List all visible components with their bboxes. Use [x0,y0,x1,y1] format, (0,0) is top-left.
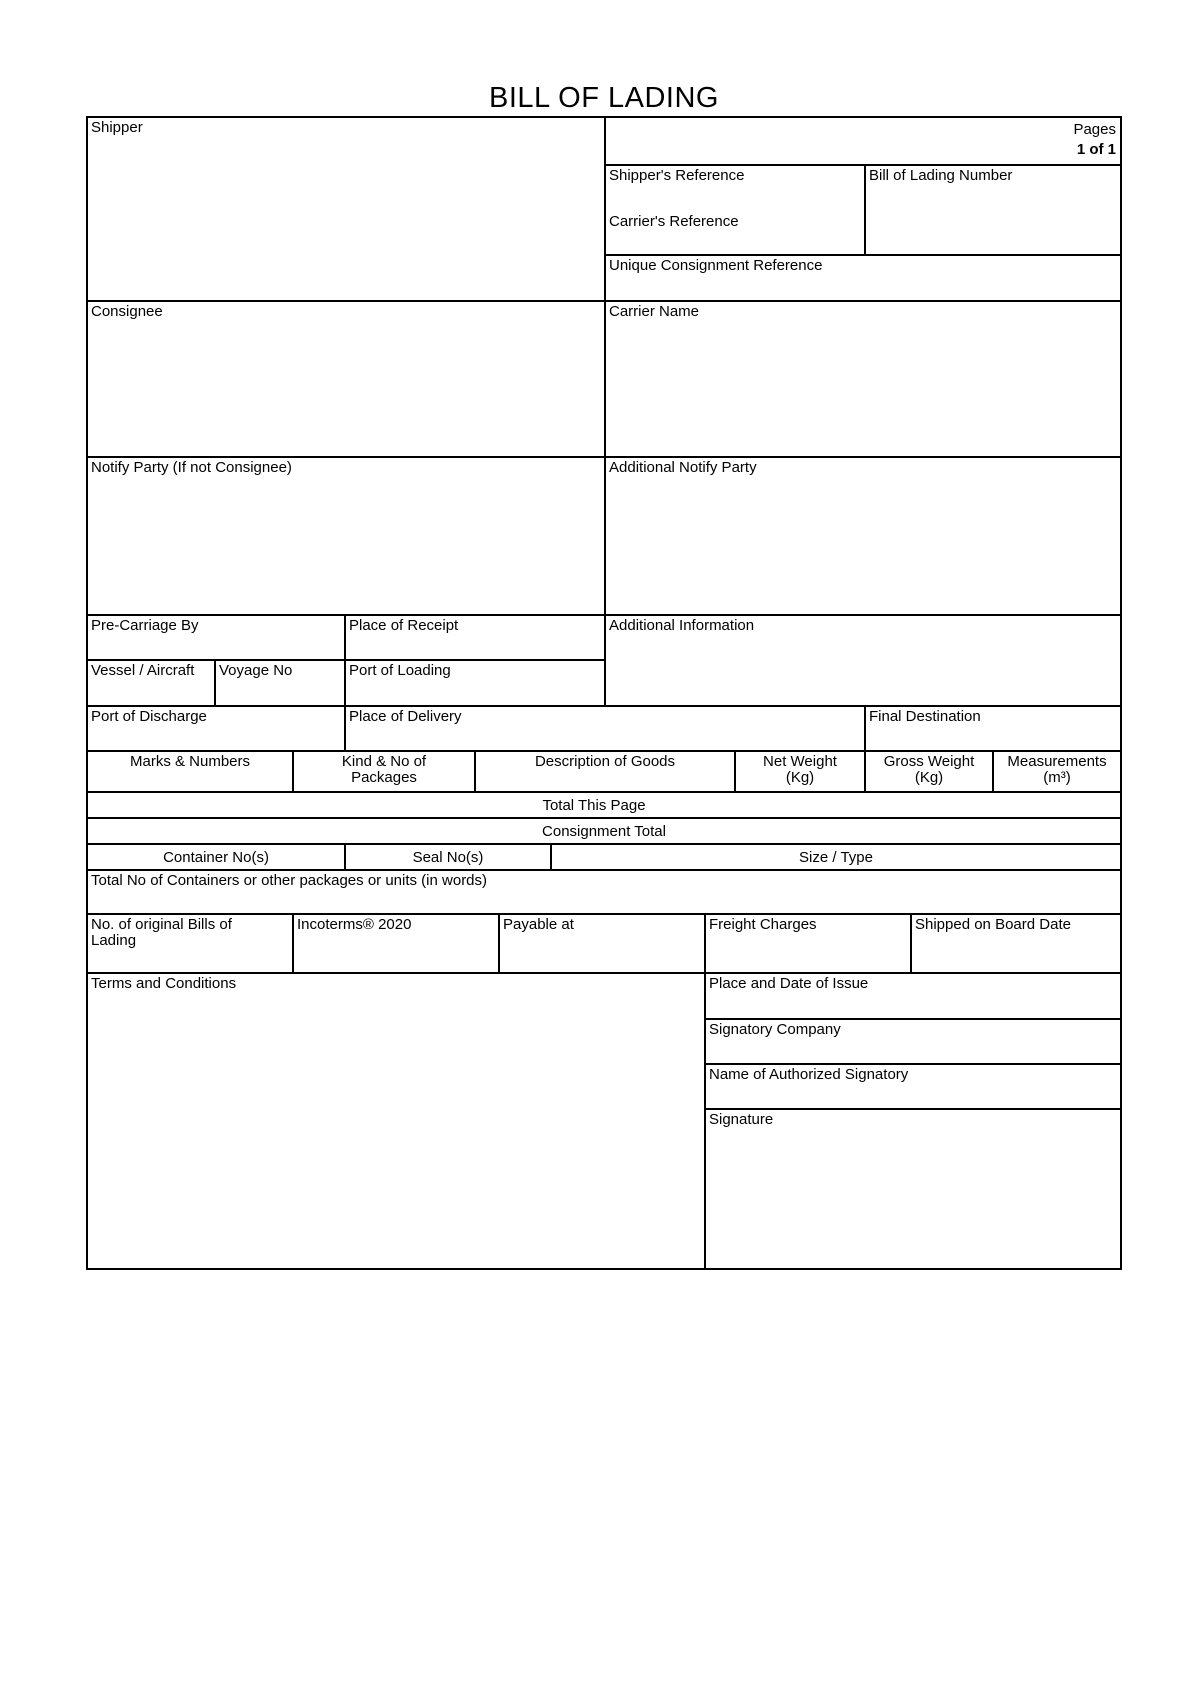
size-type-label: Size / Type [799,849,873,866]
no-of-original-bills-field[interactable] [86,913,294,974]
payable-at-field[interactable] [498,913,706,974]
freight-charges-label: Freight Charges [709,916,817,933]
port-of-discharge-label: Port of Discharge [91,708,207,725]
place-and-date-of-issue-label: Place and Date of Issue [709,975,869,992]
place-of-delivery-field[interactable] [344,705,866,752]
additional-information-field[interactable] [604,614,1122,707]
bill-of-lading-number-field[interactable] [864,164,1122,256]
additional-information-label: Additional Information [609,617,755,634]
place-of-receipt-label: Place of Receipt [349,617,459,634]
carriers-reference-label: Carrier's Reference [609,213,739,230]
additional-notify-party-label: Additional Notify Party [609,459,757,476]
marks-numbers-label: Marks & Numbers [129,753,251,770]
shipper-label: Shipper [91,119,143,136]
shippers-reference-label: Shipper's Reference [609,167,745,184]
container-nos-label: Container No(s) [163,849,269,866]
signatory-company-field[interactable] [704,1018,1122,1065]
consignee-field[interactable] [86,300,606,458]
measurements-label: Measurements (m³) [1007,753,1107,786]
consignment-total-label: Consignment Total [542,823,666,840]
port-of-loading-field[interactable] [344,659,606,707]
payable-at-label: Payable at [503,916,574,933]
pages-value: 1 of 1 [1076,141,1116,158]
final-destination-label: Final Destination [869,708,981,725]
voyage-no-label: Voyage No [219,662,293,679]
shipped-on-board-date-label: Shipped on Board Date [915,916,1071,933]
voyage-no-field[interactable] [214,659,346,707]
unique-consignment-reference-label: Unique Consignment Reference [609,257,823,274]
port-of-discharge-field[interactable] [86,705,346,752]
description-of-goods-label: Description of Goods [534,753,676,770]
incoterms-label: Incoterms® 2020 [297,916,412,933]
carrier-name-field[interactable] [604,300,1122,458]
kind-no-packages-label: Kind & No of Packages [341,753,427,786]
vessel-aircraft-label: Vessel / Aircraft [91,662,195,679]
unique-consignment-reference-field[interactable] [604,254,1122,302]
total-this-page-row[interactable] [86,791,1122,819]
additional-notify-party-field[interactable] [604,456,1122,616]
carrier-name-label: Carrier Name [609,303,700,320]
seal-nos-label: Seal No(s) [412,849,484,866]
total-in-words-label: Total No of Containers or other packages or units (in words) [91,872,488,889]
measurements-header [992,750,1122,793]
total-in-words-field[interactable] [86,869,1122,915]
pages-label: Pages [1073,121,1116,138]
vessel-aircraft-field[interactable] [86,659,216,707]
no-of-original-bills-label: No. of original Bills of Lading [91,916,232,949]
authorized-signatory-label: Name of Authorized Signatory [709,1066,909,1083]
container-nos-header [86,843,346,871]
gross-weight-header [864,750,994,793]
shipped-on-board-date-field[interactable] [910,913,1122,974]
document-title: BILL OF LADING [489,82,719,114]
description-of-goods-header [474,750,736,793]
marks-numbers-header [86,750,294,793]
size-type-header [550,843,1122,871]
port-of-loading-label: Port of Loading [349,662,451,679]
kind-no-packages-header [292,750,476,793]
pre-carriage-by-field[interactable] [86,614,346,661]
consignee-label: Consignee [91,303,163,320]
terms-and-conditions-field[interactable] [86,972,706,1270]
references-field[interactable] [604,164,866,256]
place-of-receipt-field[interactable] [344,614,606,661]
shipper-field[interactable] [86,116,606,302]
bill-of-lading-number-label: Bill of Lading Number [869,167,1013,184]
pre-carriage-by-label: Pre-Carriage By [91,617,199,634]
notify-party-label: Notify Party (If not Consignee) [91,459,292,476]
signatory-company-label: Signatory Company [709,1021,841,1038]
incoterms-field[interactable] [292,913,500,974]
place-of-delivery-label: Place of Delivery [349,708,462,725]
signature-field[interactable] [704,1108,1122,1270]
freight-charges-field[interactable] [704,913,912,974]
seal-nos-header [344,843,552,871]
authorized-signatory-field[interactable] [704,1063,1122,1110]
net-weight-header [734,750,866,793]
notify-party-field[interactable] [86,456,606,616]
place-and-date-of-issue-field[interactable] [704,972,1122,1020]
total-this-page-label: Total This Page [542,797,646,814]
consignment-total-row[interactable] [86,817,1122,845]
gross-weight-label: Gross Weight (Kg) [883,753,975,786]
final-destination-field[interactable] [864,705,1122,752]
net-weight-label: Net Weight (Kg) [763,753,837,786]
terms-and-conditions-label: Terms and Conditions [91,975,237,992]
signature-label: Signature [709,1111,774,1128]
pages-box [604,116,1122,166]
